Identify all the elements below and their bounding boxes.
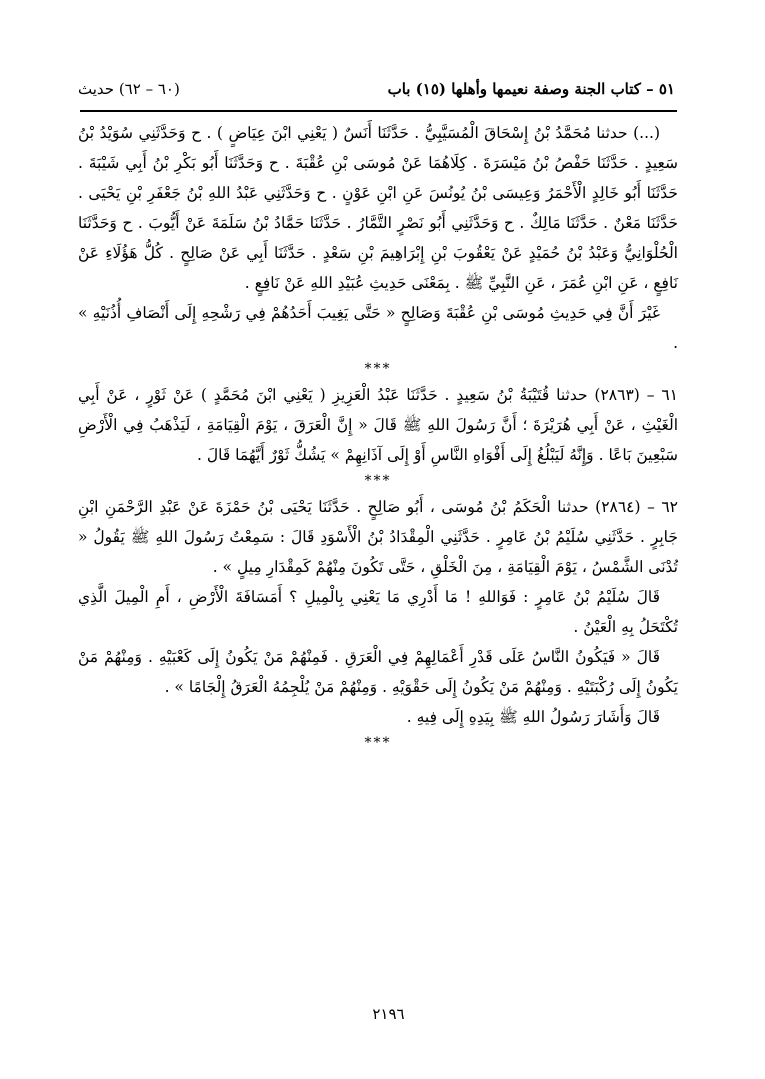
hadith-62-ending: قَالَ وَأَشَارَ رَسُولُ اللهِ ﷺ بِيَدِهِ إِلَى فِيهِ . xyxy=(406,708,660,726)
separator: *** xyxy=(364,361,392,377)
hadith-62-paragraph: ٦٢ – (٢٨٦٤) حدثنا الْحَكَمُ بْنُ مُوسَى ، أَبُو صَالِحٍ . حَدَّثَنَا يَحْيَى بْنُ حَمْزَةَ عَنْ عَبْدِ الرَّحْمَنِ ابْنِ جَابِرٍ . حَدَّثَنِي سُلَيْمُ بْنُ عَامِرٍ . حَدَّثَنِي الْمِقْدَادُ بْنُ الْأَسْوَدِ قَالَ : سَمِعْتُ رَسُولَ اللهِ ﷺ يَقُولُ « تُدْنَى الشَّمْسُ ، يَوْمَ الْقِيَامَةِ ، مِنَ الْخَلْقِ ، حَتَّى تَكُونَ مِنْهُمْ كَمِقْدَارِ مِيلٍ » . xyxy=(78,498,678,576)
hadith-note-paragraph: غَيْرَ أَنَّ فِي حَدِيثِ مُوسَى بْنِ عُقْبَةَ وَصَالِحٍ « حَتَّى يَغِيبَ أَحَدُهُمْ فِي رَشْحِهِ إِلَى أَنْصَافِ أُذُنَيْهِ » . xyxy=(78,304,678,352)
page-body xyxy=(78,118,678,754)
page-number: ٢١٩٦ xyxy=(372,1005,405,1023)
hadith-61-paragraph: ٦١ – (٢٨٦٣) حدثنا قُتَيْبَةُ بْنُ سَعِيدٍ . حَدَّثَنَا عَبْدُ الْعَزِيزِ ( يَعْنِي ابْنَ مُحَمَّدٍ ) عَنْ ثَوْرٍ ، عَنْ أَبِي الْغَيْثِ ، عَنْ أَبِي هُرَيْرَةَ ؛ أَنَّ رَسُولَ اللهِ ﷺ قَالَ « إِنَّ الْعَرَقَ ، يَوْمَ الْقِيَامَةِ ، لَيَذْهَبُ فِي الْأَرْضِ سَبْعِينَ بَاعًا . وَإِنَّهُ لَيَبْلُغُ إِلَى أَفْوَاهِ النَّاسِ أَوْ إِلَى آذَانِهِمْ » يَشُكُّ ثَوْرٌ أَيَّهُمَا قَالَ . xyxy=(78,386,679,464)
header-hadith-range: (٦٠ – ٦٢) حديث xyxy=(78,80,180,98)
running-header xyxy=(78,74,675,104)
separator: *** xyxy=(364,735,392,751)
hadith-62-comment: قَالَ سُلَيْمُ بْنُ عَامِرٍ : فَوَاللهِ ! مَا أَدْرِي مَا يَعْنِي بِالْمِيلِ ؟ أَمَسَافَةَ الْأَرْضِ ، أَمِ الْمِيلَ الَّذِي تُكْتَحَلُ بِهِ الْعَيْنُ . xyxy=(78,588,678,636)
hadith-62-continuation: قَالَ « فَيَكُونُ النَّاسُ عَلَى قَدْرِ أَعْمَالِهِمْ فِي الْعَرَقِ . فَمِنْهُمْ مَنْ يَكُونُ إِلَى كَعْبَيْهِ . وَمِنْهُمْ مَنْ يَكُونُ إِلَى رُكْبَتَيْهِ . وَمِنْهُمْ مَنْ يَكُونُ إِلَى حَقْوَيْهِ . وَمِنْهُمْ مَنْ يُلْجِمُهُ الْعَرَقُ إِلْجَامًا » . xyxy=(78,648,678,696)
hadith-chain-paragraph: (...) حدثنا مُحَمَّدُ بْنُ إِسْحَاقَ الْمُسَيَّبِيُّ . حَدَّثَنَا أَنَسٌ ( يَعْنِي ابْنَ عِيَاضٍ ) . ح وَحَدَّثَنِي سُوَيْدُ بْنُ سَعِيدٍ . حَدَّثَنَا حَفْصُ بْنُ مَيْسَرَةَ . كِلَاهُمَا عَنْ مُوسَى بْنِ عُقْبَةَ . ح وَحَدَّثَنَا أَبُو بَكْرِ بْنُ أَبِي شَيْبَةَ . حَدَّثَنَا أَبُو خَالِدٍ الْأَحْمَرُ وَعِيسَى بْنُ يُونُسَ عَنِ ابْنِ عَوْنٍ . ح وَحَدَّثَنِي عَبْدُ اللهِ بْنُ جَعْفَرِ بْنِ يَحْيَى . حَدَّثَنَا مَعْنٌ . حَدَّثَنَا مَالِكٌ . ح وَحَدَّثَنِي أَبُو نَصْرٍ التَّمَّارُ . حَدَّثَنَا حَمَّادُ بْنُ سَلَمَةَ عَنْ أَيُّوبَ . ح وَحَدَّثَنَا الْحُلْوَانِيُّ وَعَبْدُ بْنُ حُمَيْدٍ عَنْ يَعْقُوبَ بْنِ إِبْرَاهِيمَ بْنِ سَعْدٍ . حَدَّثَنَا أَبِي عَنْ صَالِحٍ . كُلُّ هَؤُلَاءِ عَنْ نَافِعٍ ، عَنِ ابْنِ عُمَرَ ، عَنِ النَّبِيِّ ﷺ . بِمَعْنَى حَدِيثِ عُبَيْدِ اللهِ عَنْ نَافِعٍ . xyxy=(78,124,678,292)
separator: *** xyxy=(364,473,392,489)
header-chapter-title: ٥١ – كتاب الجنة وصفة نعيمها وأهلها (١٥) باب xyxy=(387,80,675,98)
header-rule xyxy=(80,110,677,112)
